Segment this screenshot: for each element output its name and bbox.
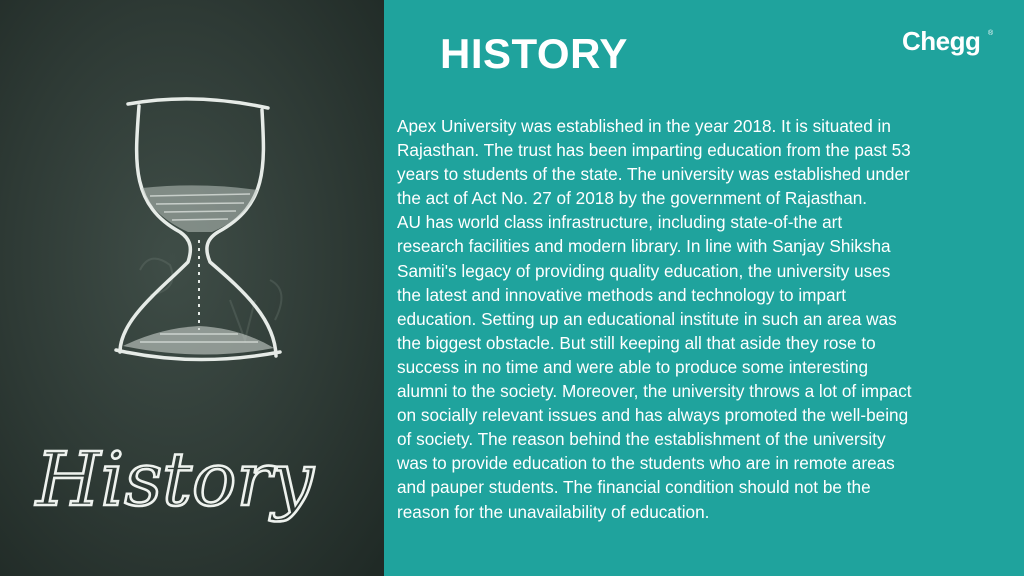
paragraph-line: and pauper students. The financial condition should not be the xyxy=(397,477,871,498)
chegg-logo: Chegg xyxy=(902,26,981,56)
paragraph-line: Apex University was established in the year 2018. It is situated in xyxy=(397,116,891,136)
paragraph-line: of society. The reason behind the establishment of the university xyxy=(397,429,886,450)
chalk-word-history: History xyxy=(36,437,314,523)
paragraph-line: the act of Act No. 27 of 2018 by the government of Rajasthan. xyxy=(397,188,868,209)
paragraph-line: research facilities and modern library. In line with Sanjay Shiksha xyxy=(397,236,891,257)
content-panel xyxy=(384,0,1024,576)
paragraph-line: success in no time and were able to produce some interesting xyxy=(397,356,869,377)
chalkboard-image xyxy=(0,0,384,576)
paragraph-line: the latest and innovative methods and technology to impart xyxy=(397,284,847,305)
paragraph-line: years to students of the state. The university was established under xyxy=(397,164,910,185)
upper-sand xyxy=(142,185,258,232)
paragraph-line: on socially relevant issues and has always promoted the well-being xyxy=(397,405,909,426)
paragraph-line: Samiti's legacy of providing quality education, the university uses xyxy=(397,260,891,281)
page-title: HISTORY xyxy=(440,30,628,77)
paragraph-line: AU has world class infrastructure, including state-of-the art xyxy=(397,212,843,233)
hourglass-drawing xyxy=(0,0,384,576)
lower-sand xyxy=(123,326,274,355)
paragraph-line: reason for the unavailability of education. xyxy=(397,501,710,522)
paragraph-line: was to provide education to the students who are in remote areas xyxy=(397,453,895,474)
registered-mark: ® xyxy=(988,30,994,37)
history-paragraph xyxy=(397,114,997,524)
paragraph-line: the biggest obstacle. But still keeping all that aside they rose to xyxy=(397,332,876,353)
paragraph-line: Rajasthan. The trust has been imparting education from the past 53 xyxy=(397,140,911,161)
paragraph-line: education. Setting up an educational institute in such an area was xyxy=(397,308,897,329)
paragraph-line: alumni to the society. Moreover, the university throws a lot of impact xyxy=(397,381,912,402)
